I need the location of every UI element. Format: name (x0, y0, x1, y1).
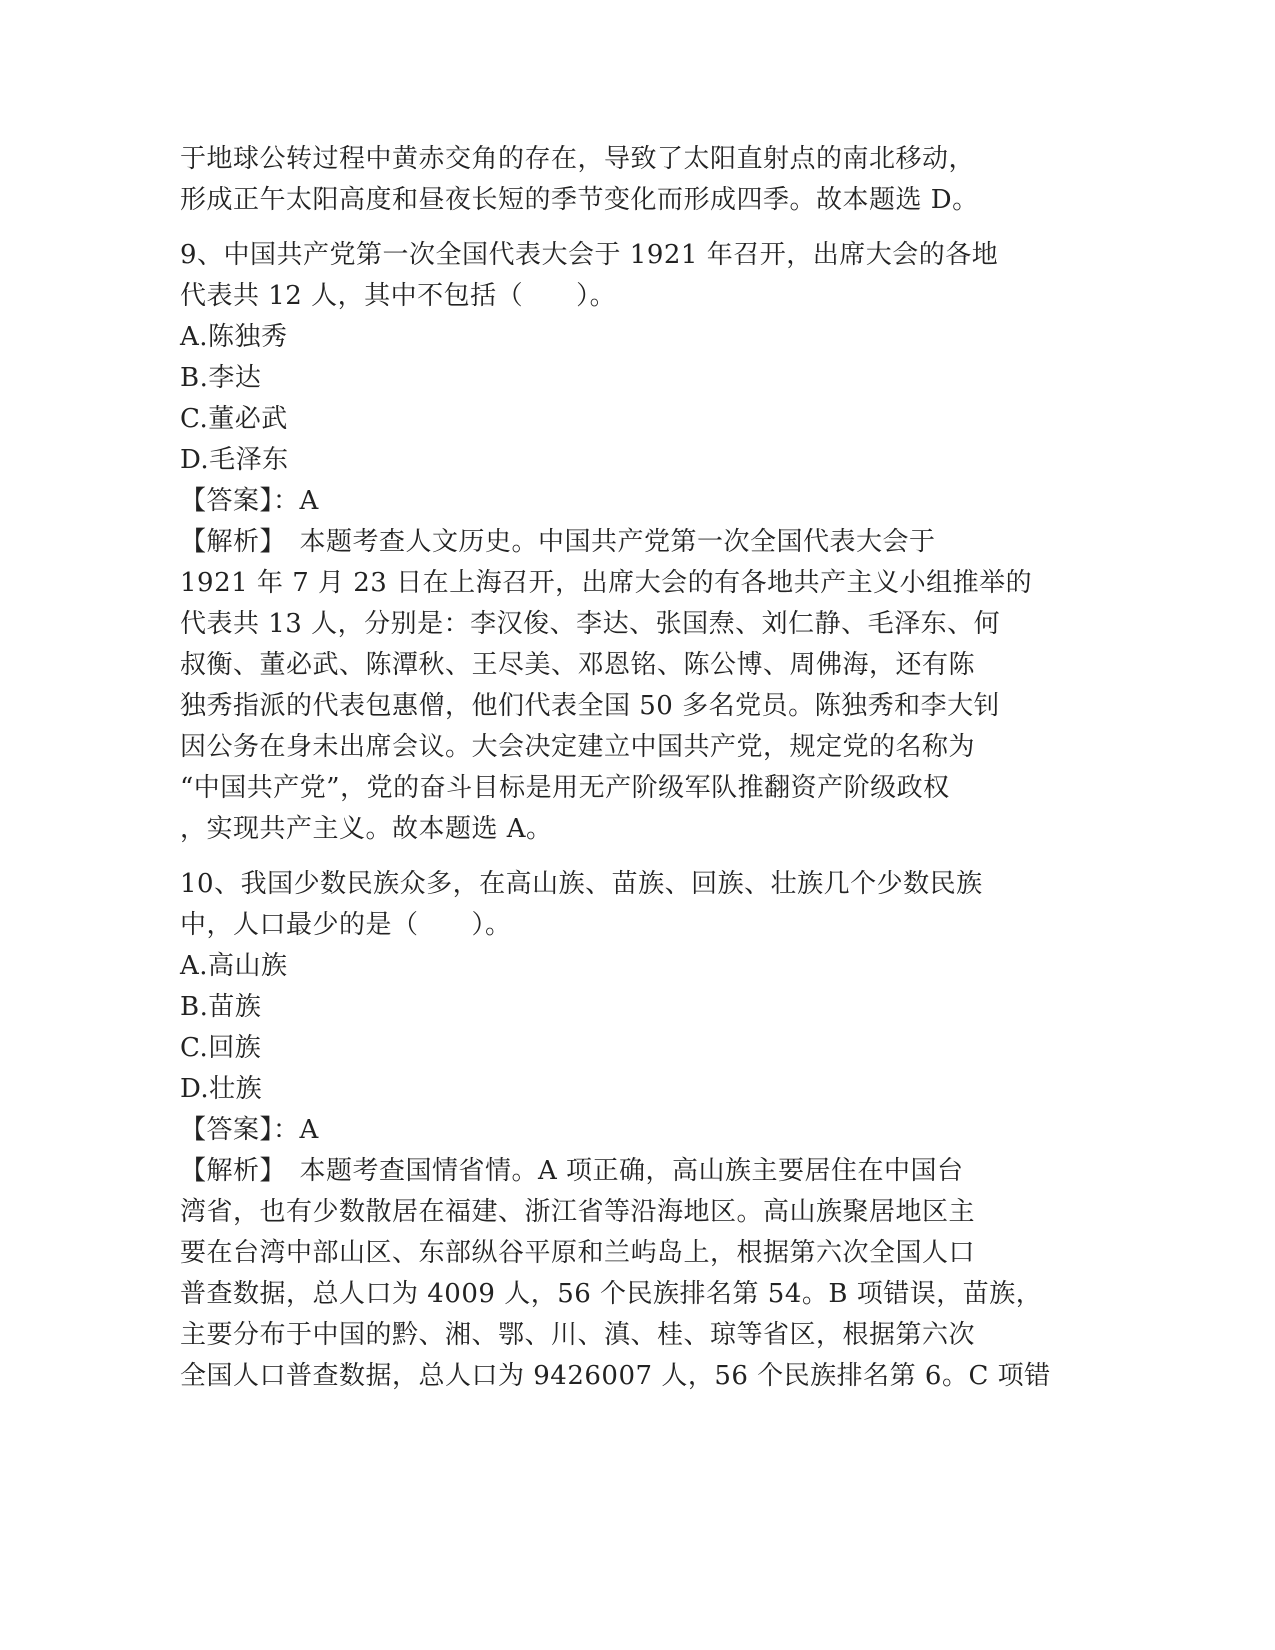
analysis-text: 因公务在身未出席会议。大会决定建立中国共产党，规定党的名称为 (180, 732, 976, 762)
option-c: C.回族 (180, 1033, 262, 1063)
option-a: A.陈独秀 (180, 322, 288, 352)
analysis-text: 叔衡、董必武、陈潭秋、王尽美、邓恩铭、陈公博、周佛海，还有陈 (180, 650, 976, 680)
analysis-text: 湾省，也有少数散居在福建、浙江省等沿海地区。高山族聚居地区主 (180, 1197, 976, 1227)
question-10 (180, 864, 1051, 1397)
analysis-text: 【解析】 本题考查国情省情。A 项正确，高山族主要居住在中国台 (180, 1156, 964, 1186)
option-d: D.毛泽东 (180, 445, 289, 475)
option-b: B.李达 (180, 363, 262, 393)
option-b: B.苗族 (180, 992, 262, 1022)
analysis-text: ，实现共产主义。故本题选 A。 (180, 814, 553, 844)
analysis-text: 【解析】 本题考查人文历史。中国共产党第一次全国代表大会于 (180, 527, 936, 557)
analysis-text: 1921 年 7 月 23 日在上海召开，出席大会的有各地共产主义小组推举的 (180, 568, 1033, 598)
previous-analysis-continuation (180, 139, 1040, 221)
analysis-text: “中国共产党”，党的奋斗目标是用无产阶级军队推翻资产阶级政权 (180, 773, 950, 803)
option-d: D.壮族 (180, 1074, 263, 1104)
document-page (180, 139, 1051, 1397)
question-text: 代表共 12 人，其中不包括（ ）。 (180, 281, 617, 311)
analysis-text: 主要分布于中国的黔、湘、鄂、川、滇、桂、琼等省区，根据第六次 (180, 1320, 976, 1350)
option-a: A.高山族 (180, 951, 288, 981)
answer-line: 【答案】：A (180, 486, 319, 516)
analysis-text: 独秀指派的代表包惠僧，他们代表全国 50 多名党员。陈独秀和李大钊 (180, 691, 1001, 721)
text-line: 形成正午太阳高度和昼夜长短的季节变化而形成四季。故本题选 D。 (180, 185, 979, 215)
analysis-text: 代表共 13 人，分别是：李汉俊、李达、张国焘、刘仁静、毛泽东、何 (180, 609, 1001, 639)
question-9 (180, 235, 1040, 850)
question-text: 10、我国少数民族众多，在高山族、苗族、回族、壮族几个少数民族 (180, 869, 983, 899)
answer-line: 【答案】：A (180, 1115, 319, 1145)
text-line: 于地球公转过程中黄赤交角的存在，导致了太阳直射点的南北移动， (180, 144, 976, 174)
analysis-text: 普查数据，总人口为 4009 人，56 个民族排名第 54。B 项错误，苗族， (180, 1279, 1043, 1309)
option-c: C.董必武 (180, 404, 288, 434)
analysis-text: 全国人口普查数据，总人口为 9426007 人，56 个民族排名第 6。C 项错 (180, 1361, 1051, 1391)
question-text: 中，人口最少的是（ ）。 (180, 910, 512, 940)
question-text: 9、中国共产党第一次全国代表大会于 1921 年召开，出席大会的各地 (180, 240, 999, 270)
analysis-text: 要在台湾中部山区、东部纵谷平原和兰屿岛上，根据第六次全国人口 (180, 1238, 976, 1268)
